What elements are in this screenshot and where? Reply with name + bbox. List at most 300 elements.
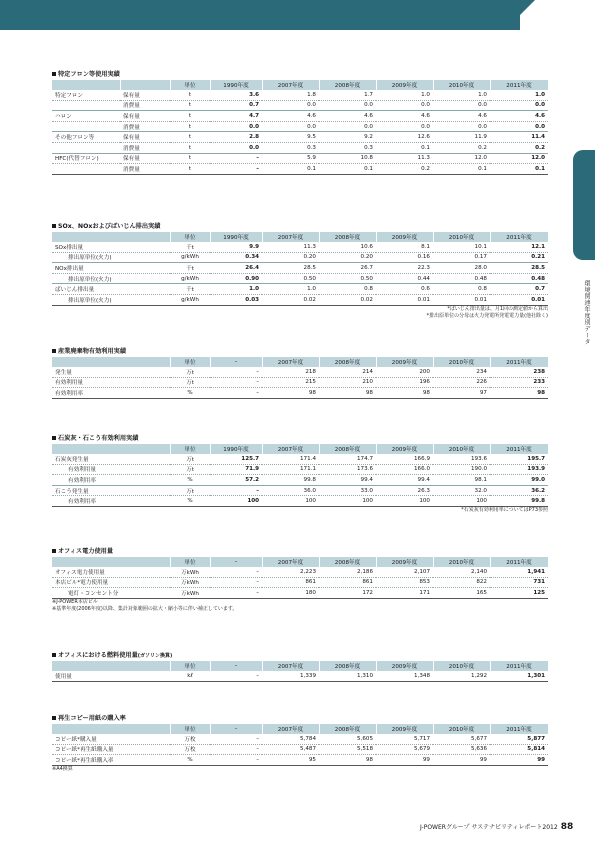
table-cell: 11.3 [262,242,319,252]
table-cell: 5,518 [319,744,376,755]
column-header: 2007年度 [262,357,319,367]
table-cell: 218 [262,367,319,377]
bullet-square-icon [52,349,56,353]
table-cell: 0.1 [376,142,433,153]
column-header: 2011年度 [490,557,548,567]
column-header: 2010年度 [433,80,490,90]
table-cell: – [210,577,262,588]
table-cell: 173.6 [319,464,376,475]
column-header [52,357,170,367]
office-power-table [52,557,549,599]
table-header-row [52,557,548,567]
column-header: 2008年度 [319,724,376,734]
column-header [52,232,170,242]
column-header: 2009年度 [376,557,433,567]
table-cell: 172 [319,588,376,599]
table-row [52,388,548,399]
section-fluorocarbon [52,70,548,175]
table-cell: 0.0 [490,121,548,132]
table-cell: 174.7 [319,454,376,464]
table-cell: 166.9 [376,454,433,464]
table-cell: 5,784 [262,734,319,744]
table-cell: 99 [433,755,490,766]
column-header: 単位 [170,80,210,90]
table-row [52,464,548,475]
table-cell [52,164,120,175]
bullet-square-icon [52,653,56,657]
section-title [52,347,548,356]
table-cell: 千t [170,284,210,295]
table-cell: その他フロン等 [52,132,120,143]
table-cell: – [210,744,262,755]
table-cell: 0.50 [319,273,376,284]
column-header: 1990年度 [210,232,262,242]
column-header [120,80,170,90]
table-cell: 166.0 [376,464,433,475]
table-cell: t [170,142,210,153]
table-cell: 0.0 [262,121,319,132]
column-header: 2011年度 [490,724,548,734]
section-title [52,714,548,723]
table-cell: 2,107 [376,567,433,577]
section-title-text: SOx、NOxおよびばいじん排出実績 [58,223,161,230]
table-cell: 100 [210,496,262,507]
table-cell: 有効利用率 [52,475,170,486]
table-cell: 0.7 [210,100,262,111]
table-cell: – [210,671,262,681]
table-cell: 2,186 [319,567,376,577]
table-cell: g/kWh [170,273,210,284]
table-cell: 排出原単位(火力) [52,252,170,263]
table-cell: 0.8 [319,284,376,295]
table-cell: 22.3 [376,263,433,274]
table-header-row [52,724,548,734]
table-cell: ばいじん排出量 [52,284,170,295]
table-cell: 11.4 [490,132,548,143]
section-title-text: 再生コピー用紙の購入率 [58,715,126,722]
table-cell: 36.0 [262,485,319,496]
table-cell: – [210,388,262,399]
column-header: 2007年度 [262,724,319,734]
table-cell: 有効利用率 [52,496,170,507]
table-cell: 1.7 [319,90,376,100]
table-cell: 有効利用量 [52,464,170,475]
section-title [52,547,548,556]
section-title-text: 産業廃棄物有効利用実績 [58,348,127,355]
table-header-row [52,444,548,454]
column-header: 単位 [170,444,210,454]
table-cell: 4.6 [376,111,433,122]
table-row [52,273,548,284]
table-cell: 0.01 [433,294,490,305]
table-cell: 0.44 [376,273,433,284]
table-cell: 0.6 [376,284,433,295]
bullet-square-icon [52,716,56,720]
table-cell: 万枚 [170,744,210,755]
table-row [52,744,548,755]
table-cell: NOx排出量 [52,263,170,274]
header-banner-corner [505,0,535,30]
table-cell: 万t [170,485,210,496]
table-cell: 165 [433,588,490,599]
table-cell: 0.0 [319,121,376,132]
table-cell: 214 [319,367,376,377]
table-cell: 5,605 [319,734,376,744]
table-cell: 195.7 [490,454,548,464]
table-cell: 0.02 [319,294,376,305]
side-tab[interactable] [573,150,595,260]
column-header: – [210,557,262,567]
table-cell: 排出原単位(火力) [52,294,170,305]
table-cell: 171.1 [262,464,319,475]
table-cell: 保有量 [120,90,170,100]
table-cell: 0.2 [376,164,433,175]
table-cell: 2.8 [210,132,262,143]
table-cell: 1,339 [262,671,319,681]
table-cell: 100 [376,496,433,507]
table-cell: 26.7 [319,263,376,274]
table-cell: 1,310 [319,671,376,681]
column-header: 2009年度 [376,232,433,242]
table-cell: HFC(代替フロン) [52,153,120,164]
column-header: 2007年度 [262,444,319,454]
section-title [52,434,548,443]
table-cell: 特定フロン [52,90,120,100]
table-cell: 12.6 [376,132,433,143]
section-coal-ash [52,434,548,514]
table-cell: 98 [376,388,433,399]
table-cell: 125.7 [210,454,262,464]
table-cell: 1.0 [433,90,490,100]
table-cell: SOx排出量 [52,242,170,252]
paper-table [52,724,549,766]
table-cell: 1.0 [210,284,262,295]
table-cell: 0.2 [433,142,490,153]
column-header: 2009年度 [376,724,433,734]
table-cell: 12.0 [433,153,490,164]
coal-ash-table [52,444,549,507]
table-cell: 33.0 [319,485,376,496]
column-header: 2008年度 [319,661,376,671]
table-cell: 0.17 [433,252,490,263]
table-cell: 消費量 [120,121,170,132]
table-cell: 4.7 [210,111,262,122]
table-cell: 100 [433,496,490,507]
table-cell: 保有量 [120,132,170,143]
table-row [52,100,548,111]
table-row [52,164,548,175]
table-cell: – [210,734,262,744]
table-cell: 210 [319,377,376,388]
column-header: 2010年度 [433,444,490,454]
table-cell: コピー紙*再生紙購入量 [52,744,170,755]
waste-table [52,357,549,399]
table-cell: 0.21 [490,252,548,263]
table-cell: 5,636 [433,744,490,755]
column-header: 2008年度 [319,357,376,367]
column-header: 2011年度 [490,444,548,454]
table-cell: 千t [170,263,210,274]
table-cell: 8.1 [376,242,433,252]
table-row [52,263,548,274]
column-header: 2008年度 [319,444,376,454]
table-cell: 4.6 [433,111,490,122]
column-header: 2010年度 [433,661,490,671]
table-header-row [52,357,548,367]
table-cell: 100 [319,496,376,507]
table-cell: 26.4 [210,263,262,274]
column-header: 2011年度 [490,661,548,671]
table-row [52,252,548,263]
column-header: 2011年度 [490,80,548,90]
table-cell: 95 [262,755,319,766]
table-header-row [52,80,548,90]
table-cell: 190.0 [433,464,490,475]
fuel-table [52,661,549,682]
table-cell: 0.1 [262,164,319,175]
table-cell: 193.9 [490,464,548,475]
table-cell: 5,677 [433,734,490,744]
table-row [52,153,548,164]
column-header: 2011年度 [490,357,548,367]
table-cell: 171 [376,588,433,599]
table-row [52,367,548,377]
table-header-row [52,232,548,242]
section-title-text: 石炭灰・石こう有効利用実績 [58,435,139,442]
bullet-square-icon [52,436,56,440]
table-cell: 保有量 [120,111,170,122]
table-cell: t [170,164,210,175]
column-header: 2010年度 [433,557,490,567]
table-cell: 10.6 [319,242,376,252]
column-header [52,661,170,671]
table-cell: 万t [170,464,210,475]
table-cell: 0.90 [210,273,262,284]
table-cell: 99 [490,755,548,766]
table-cell: 36.2 [490,485,548,496]
column-header: 2009年度 [376,357,433,367]
table-row [52,377,548,388]
table-cell: 10.8 [319,153,376,164]
table-cell: 99.4 [319,475,376,486]
table-cell: t [170,100,210,111]
table-row [52,485,548,496]
column-header: 2009年度 [376,661,433,671]
section-title [52,70,548,79]
table-cell: – [210,367,262,377]
column-header: 2009年度 [376,80,433,90]
table-cell: 保有量 [120,153,170,164]
table-cell: 238 [490,367,548,377]
table-note: *石炭灰有効利用率についてはP73参照 [461,506,548,513]
table-cell: – [210,485,262,496]
table-cell: 0.0 [433,121,490,132]
table-note: *ばいじん排出量は、月1回の測定値から算出 [447,305,548,312]
column-header: 単位 [170,557,210,567]
table-cell: 99.4 [376,475,433,486]
column-header: 2011年度 [490,232,548,242]
table-cell: 有効利用率 [52,388,170,399]
table-cell: 28.0 [433,263,490,274]
table-cell: 731 [490,577,548,588]
table-cell: 11.3 [376,153,433,164]
table-cell: 0.3 [262,142,319,153]
table-cell: 5,717 [376,734,433,744]
table-row [52,588,548,599]
table-cell: 0.1 [319,164,376,175]
table-cell: 4.6 [319,111,376,122]
table-cell: 消費量 [120,164,170,175]
table-cell: 1,292 [433,671,490,681]
column-header: 2007年度 [262,557,319,567]
column-header: 2007年度 [262,80,319,90]
column-header [52,80,120,90]
table-cell: 消費量 [120,142,170,153]
table-row [52,242,548,252]
table-row [52,90,548,100]
table-cell: 861 [319,577,376,588]
table-cell: 193.6 [433,454,490,464]
table-cell: 71.9 [210,464,262,475]
table-cell [52,142,120,153]
table-cell: 99.8 [262,475,319,486]
bullet-square-icon [52,224,56,228]
table-cell: 0.1 [490,164,548,175]
section-office-power [52,547,548,613]
footer-report-title: J-POWERグループ サステナビリティレポート2012 [420,824,558,831]
table-cell: 0.01 [490,294,548,305]
table-row [52,475,548,486]
column-header: 1990年度 [210,444,262,454]
table-cell: 0.34 [210,252,262,263]
column-header: 2007年度 [262,661,319,671]
table-cell: 1,348 [376,671,433,681]
table-cell: 125 [490,588,548,599]
table-cell: 0.0 [210,142,262,153]
table-cell: 1.0 [490,90,548,100]
section-sox-nox [52,222,548,320]
table-cell: % [170,388,210,399]
column-header [52,444,170,454]
table-cell: kℓ [170,671,210,681]
table-cell: t [170,153,210,164]
table-cell: t [170,132,210,143]
table-cell: % [170,496,210,507]
table-cell: 0.1 [433,164,490,175]
table-cell: 0.0 [490,100,548,111]
sox-table [52,232,549,306]
table-cell: 9.2 [319,132,376,143]
table-row [52,734,548,744]
section-title-text: オフィスにおける燃料使用量 [58,652,138,659]
table-cell: 99.8 [490,496,548,507]
table-cell: 98 [319,755,376,766]
fluorocarbon-table [52,80,549,175]
section-industrial-waste [52,347,548,399]
column-header [52,724,170,734]
table-cell: 0.0 [262,100,319,111]
table-row [52,284,548,295]
table-cell: 5.9 [262,153,319,164]
column-header: 2008年度 [319,557,376,567]
table-cell: 100 [262,496,319,507]
section-title-text: オフィス電力使用量 [58,548,114,555]
table-cell: 0.0 [433,100,490,111]
table-cell: 万枚 [170,734,210,744]
table-note: ※A4換算 [52,765,73,772]
table-cell: 11.9 [433,132,490,143]
table-cell: – [210,755,262,766]
table-cell: % [170,755,210,766]
table-cell: 石こう発生量 [52,485,170,496]
table-cell: 861 [262,577,319,588]
table-cell: 0.2 [490,142,548,153]
table-cell: 822 [433,577,490,588]
page-number: 88 [560,822,574,832]
table-cell: 1.8 [262,90,319,100]
table-cell: 万t [170,454,210,464]
table-cell: 12.0 [490,153,548,164]
table-cell: – [210,567,262,577]
table-cell: 万kWh [170,588,210,599]
table-cell: 196 [376,377,433,388]
table-cell: 消費量 [120,100,170,111]
table-cell: 2,140 [433,567,490,577]
column-header: 単位 [170,661,210,671]
table-row [52,142,548,153]
table-cell: 3.6 [210,90,262,100]
table-cell: 215 [262,377,319,388]
table-cell: 200 [376,367,433,377]
column-header: 単位 [170,357,210,367]
column-header: 2010年度 [433,232,490,242]
bullet-square-icon [52,72,56,76]
side-chapter-label: 環境関連年度別データ [583,280,590,345]
table-cell: 5,877 [490,734,548,744]
table-cell: g/kWh [170,252,210,263]
column-header: – [210,357,262,367]
table-cell: 0.01 [376,294,433,305]
table-row [52,567,548,577]
column-header: 2010年度 [433,724,490,734]
table-cell: 本店ビル*電力使用量 [52,577,170,588]
column-header: 1990年度 [210,80,262,90]
table-cell: 10.1 [433,242,490,252]
table-cell: 226 [433,377,490,388]
table-row [52,132,548,143]
table-cell: 万kWh [170,567,210,577]
section-title-text: 特定フロン等使用実績 [58,71,120,78]
section-title [52,651,548,660]
table-cell: コピー紙*再生紙購入率 [52,755,170,766]
page-footer [420,822,573,832]
bullet-square-icon [52,549,56,553]
column-header: 2009年度 [376,444,433,454]
table-cell: コピー紙*購入量 [52,734,170,744]
table-cell: t [170,90,210,100]
table-cell: 1,301 [490,671,548,681]
table-cell: 9.5 [262,132,319,143]
table-cell: 0.48 [433,273,490,284]
table-cell: 12.1 [490,242,548,252]
table-cell: 171.4 [262,454,319,464]
column-header: 単位 [170,724,210,734]
column-header: 単位 [170,232,210,242]
table-cell: 5,679 [376,744,433,755]
table-row [52,496,548,507]
column-header [52,557,170,567]
table-header-row [52,661,548,671]
